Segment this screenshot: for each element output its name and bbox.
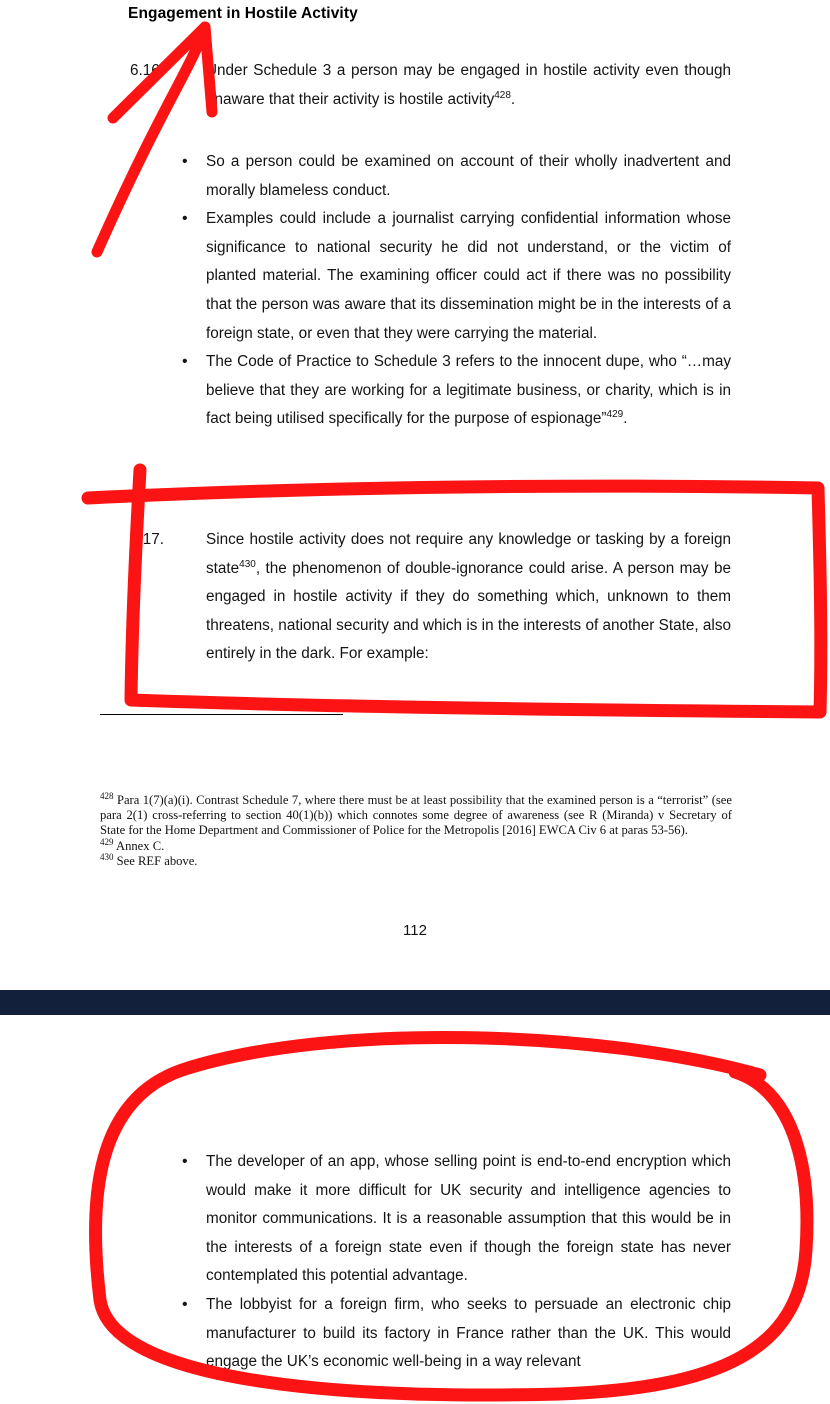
bullet-text-1: So a person could be examined on account of their wholly inadvertent and morally blameless conduct. — [206, 153, 731, 199]
list-item — [178, 1291, 731, 1377]
list-item — [178, 1148, 731, 1291]
bullet-text-2: Examples could include a journalist carrying confidential information whose significance to national security he did not understand, or the victim of planted material. The examining officer could act if there was no possibility that the person was aware that its dissemination might be in the interests of a foreign state, or even that they were carrying the material. — [206, 210, 731, 342]
footnote-430-text: See REF above. — [116, 853, 198, 868]
section-heading: Engagement in Hostile Activity — [128, 5, 358, 22]
footnote-marker-430: 430 — [100, 851, 114, 862]
paragraph-6-17-text-before: Since hostile activity does not require any knowledge or tasking by a foreign state — [206, 531, 731, 577]
footnote-ref-428: 428 — [494, 89, 511, 101]
paragraph-6-16 — [130, 57, 731, 114]
paragraph-number-6-16: 6.16. — [130, 62, 165, 79]
footnote-marker-428: 428 — [100, 790, 114, 801]
bullet-text-2: The lobbyist for a foreign firm, who seeks to persuade an electronic chip manufacturer to build its factory in France rather than the UK. This would engage the UK’s economic well-being in a way relevant — [206, 1295, 731, 1371]
footnote-separator — [100, 714, 343, 715]
footnote-ref-430: 430 — [239, 558, 256, 570]
document-page-2 — [0, 1015, 830, 1404]
footnote-430 — [100, 851, 732, 869]
footnote-marker-429: 429 — [100, 836, 114, 847]
list-item — [178, 148, 731, 205]
paragraph-6-17 — [130, 526, 731, 669]
footnote-429-text: Annex C. — [115, 838, 165, 853]
paragraph-6-17-text-after: , the phenomenon of double-ignorance could arise. A person may be engaged in hostile activity if they do something which, unknown to them threatens, national security and which is in the interests of another State, also entirely in the dark. For example: — [206, 559, 731, 663]
footnote-428-text: Para 1(7)(a)(i). Contrast Schedule 7, where there must be at least possibility that the examined person is a “terrorist” (see para 2(1) cross-referring to section 40(1)(b)) which connotes some degree of awareness (see R (Miranda) v Secretary of State for the Home Department and Commissioner of Police for the Metropolis [2016] EWCA Civ 6 at paras 53-56). — [100, 793, 732, 838]
page-separator — [0, 990, 830, 1015]
bullet-list-page2 — [178, 1148, 731, 1377]
list-item — [178, 348, 731, 434]
bullet-text-3-tail: . — [623, 410, 628, 428]
footnote-428 — [100, 790, 732, 839]
paragraph-6-16-tail: . — [510, 90, 516, 108]
paragraph-number-6-17: 6.17. — [130, 531, 165, 548]
bullet-text-1: The developer of an app, whose selling point is end-to-end encryption which would make it more difficult for UK security and intelligence agencies to monitor communications. It is a reasonable assumption that this would be in the interests of a foreign state even if though the foreign state has never contemplated this potential advantage. — [206, 1153, 731, 1285]
footnote-block — [100, 790, 732, 869]
bullet-text-3: The Code of Practice to Schedule 3 refers to the innocent dupe, who “…may believe that they are working for a legitimate business, or charity, which is in fact being utilised specifically for the purpose of espionage” — [206, 353, 731, 428]
page-number: 112 — [403, 922, 427, 939]
footnote-429 — [100, 836, 732, 854]
paragraph-6-16-text: Under Schedule 3 a person may be engaged in hostile activity even though unaware that their activity is hostile activity — [206, 62, 731, 108]
footnote-ref-429: 429 — [606, 409, 624, 421]
bullet-list-page1 — [178, 148, 731, 434]
list-item — [178, 205, 731, 348]
